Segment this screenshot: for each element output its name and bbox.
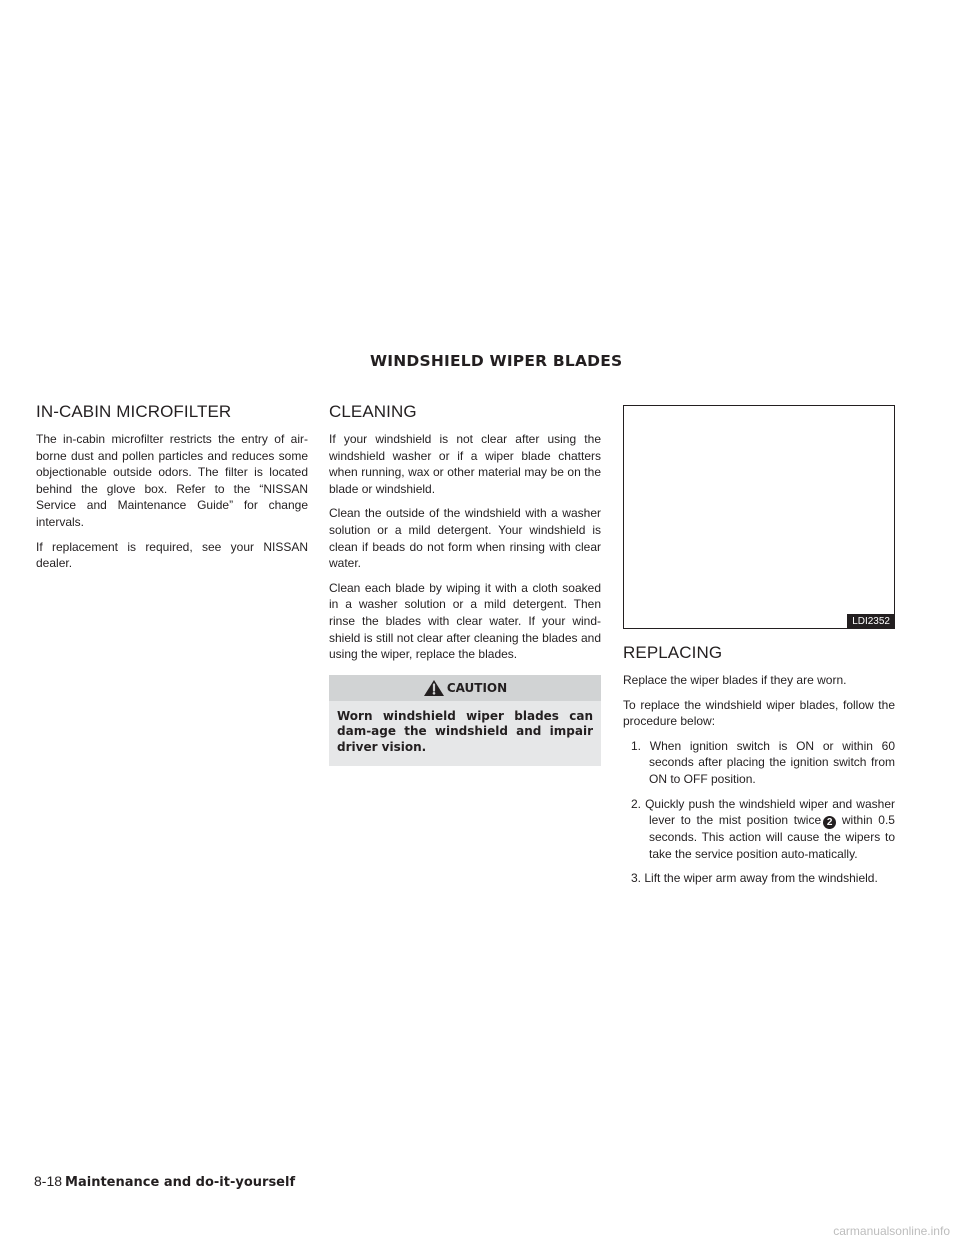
page-number: 8-18	[34, 1173, 63, 1189]
caution-box	[329, 675, 601, 766]
figure-label: LDI2352	[847, 614, 894, 628]
figure-illustration	[623, 405, 895, 629]
page-footer	[34, 1173, 295, 1190]
cleaning-paragraph: If your windshield is not clear after using the windshield washer or if a wiper blade chatters when running, wax or other material may be on the blade or windshield.	[329, 432, 601, 496]
step-text: within 0.5 seconds. This action will cause the wipers to take the service position auto-matically.	[649, 813, 895, 861]
replacing-section	[623, 402, 895, 895]
procedure-step	[623, 738, 895, 788]
step-number: 1.	[631, 738, 642, 753]
step-text: When ignition switch is ON or within 60 seconds after placing the ignition switch from ON to OFF position.	[649, 738, 895, 786]
microfilter-paragraph: The in-cabin microfilter restricts the entry of air-borne dust and pollen particles and reduces some objectionable outside odors. The filter is located behind the glove box. Refer to the “NISSAN Service and Maintenance Guide” for change intervals.	[36, 432, 308, 529]
warning-icon	[423, 679, 445, 697]
microfilter-heading: IN-CABIN MICROFILTER	[36, 402, 232, 421]
caution-label: CAUTION	[446, 680, 508, 695]
step-text: Quickly push the windshield wiper and washer lever to the mist position twice	[645, 796, 895, 828]
caution-text: Worn windshield wiper blades can dam-age the windshield and impair driver vision.	[337, 708, 593, 754]
chapter-title: Maintenance and do-it-yourself	[65, 1175, 296, 1190]
step-number: 2.	[631, 796, 642, 811]
cleaning-section	[329, 402, 601, 766]
microfilter-paragraph: If replacement is required, see your NISSAN dealer.	[36, 539, 308, 571]
replacing-paragraph: Replace the wiper blades if they are worn.	[623, 673, 847, 687]
watermark: carmanualsonline.info	[833, 1224, 950, 1238]
microfilter-section	[36, 402, 308, 580]
section-title: WINDSHIELD WIPER BLADES	[370, 352, 623, 370]
procedure-step	[623, 870, 895, 887]
procedure-steps	[623, 738, 895, 887]
caution-header	[329, 675, 601, 701]
replacing-paragraph: To replace the windshield wiper blades, follow the procedure below:	[623, 697, 895, 729]
replacing-heading: REPLACING	[623, 643, 723, 662]
step-text: Lift the wiper arm away from the windshield.	[644, 871, 878, 886]
cleaning-paragraph: Clean each blade by wiping it with a cloth soaked in a washer solution or a mild detergent. Then rinse the blades with clear water. If your wind-shield is still not clear after cleaning the blades and using the wiper, replace the blades.	[329, 580, 601, 662]
cleaning-heading: CLEANING	[329, 402, 417, 421]
step-number: 3.	[631, 871, 642, 886]
circled-number-marker: 2	[823, 816, 836, 829]
procedure-step	[623, 796, 895, 863]
cleaning-paragraph: Clean the outside of the windshield with a washer solution or a mild detergent. Your windshield is clean if beads do not form when rinsing with clear water.	[329, 506, 601, 571]
